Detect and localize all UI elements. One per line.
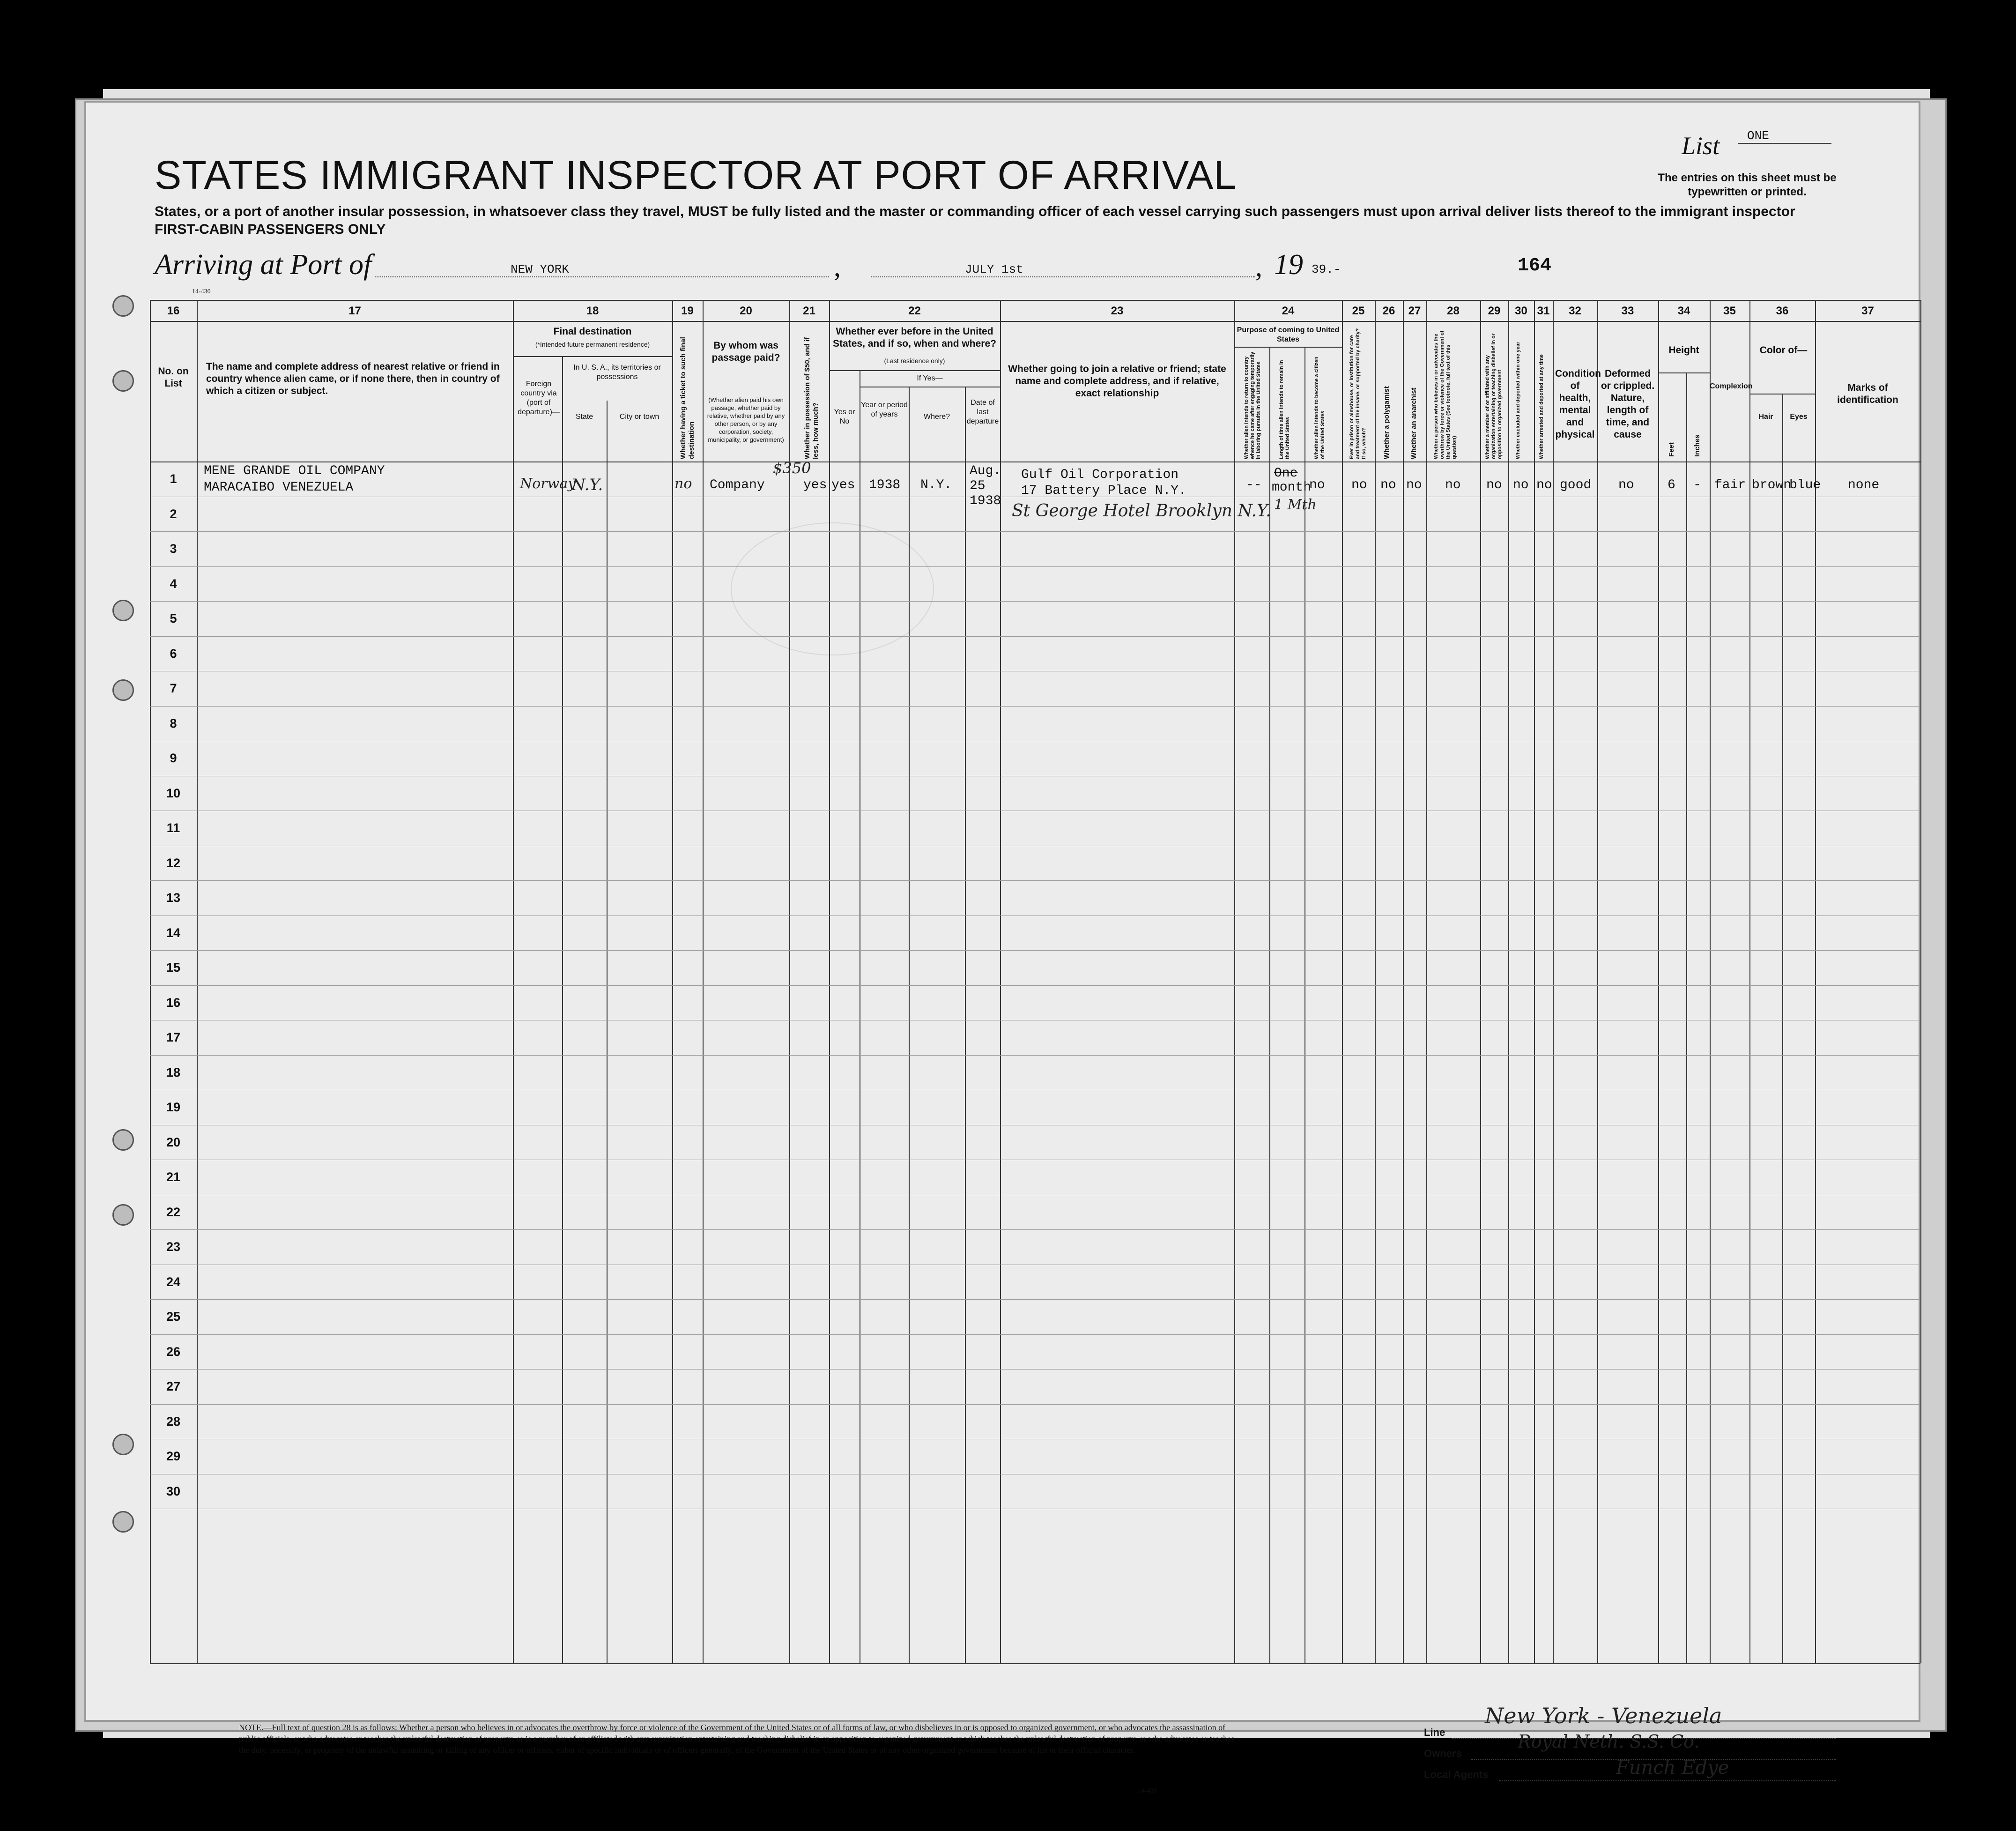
century-label: 19 [1274,249,1303,281]
date-field: JULY 1st [871,262,1255,277]
header-excluded: Whether excluded and deported within one year [1515,342,1521,459]
column-number: 36 [1776,305,1789,317]
arriving-label: Arriving at Port of [155,249,372,281]
col-border [197,300,198,1663]
header-bottom-border [150,461,1920,462]
header-departure-date: Date of last departure [966,399,999,425]
row-line [150,566,1920,567]
column-number: 25 [1352,305,1365,317]
foreign-country-entry: Norway [520,476,576,492]
join-line2: 17 Battery Place N.Y. [1021,484,1186,498]
row-number: 1 [170,472,177,486]
row-number: 14 [166,925,181,940]
header-marks: Marks of identification [1837,382,1898,405]
column-number-border [150,321,1920,322]
header-feet: Feet [1668,442,1675,457]
col-border [562,356,563,1663]
row-number: 12 [166,856,181,870]
row-number: 3 [170,542,177,556]
agents-label: Local Agents [1424,1769,1489,1780]
row-number: 17 [166,1030,181,1044]
feet-entry: 6 [1668,478,1675,492]
col-border [829,300,830,1663]
col-border [1534,300,1535,1663]
col-border [1658,300,1659,1663]
subheader-rule [829,370,1000,371]
row-line [150,531,1920,532]
column-number: 18 [586,305,599,317]
row-number: 26 [166,1344,181,1359]
agents-value: Funch Edye [1616,1757,1729,1779]
header-fifty-dollars: Whether in possession of $50, and if less, how much? [803,337,820,459]
col-border [965,387,966,1663]
row-number: 16 [166,995,181,1010]
col-border [1553,300,1554,1663]
header-yes-no: Yes or No [834,408,855,425]
footer-form-code: 14-430 [1138,1787,1157,1794]
row-number: 8 [170,716,177,730]
row-number: 15 [166,960,181,975]
column-number: 21 [803,305,815,317]
column-number: 35 [1723,305,1736,317]
header-no-on-list: No. on List [158,366,189,389]
punch-hole [112,1204,134,1226]
arrested-entry: no [1536,478,1552,492]
ticket-entry: no [674,476,692,492]
header-purpose-citizen: Whether alien intends to become a citizen of the United States [1314,357,1326,459]
owners-value: Royal Neth. S.S. Co. [1518,1731,1700,1752]
paid-by-entry: Company [710,478,765,492]
punch-hole [112,1129,134,1151]
money-yes-entry: yes [803,478,827,492]
punch-hole [112,679,134,701]
col-border [909,387,910,1663]
row-line [150,950,1920,951]
typewritten-notice: The entries on this sheet must be typewritten or printed. [1658,171,1837,198]
excluded-entry: no [1513,478,1529,492]
column-number: 23 [1111,305,1124,317]
prison-entry: no [1351,478,1367,492]
header-color: Color of— [1759,345,1808,356]
list-value: ONE [1738,129,1831,144]
row-line [150,880,1920,881]
col-border [1304,347,1305,1663]
header-deformed: Deformed or crippled. Nature, length of time, and cause [1601,368,1655,440]
header-ticket: Whether having a ticket to such final destination [679,337,696,459]
inches-entry: - [1693,478,1701,492]
column-number: 29 [1488,305,1501,317]
subheader-rule [1234,347,1342,348]
header-overthrow: Whether a person who believes in or advocates the overthrow by force or violence of the Government of the United States (See footnote, full text of this question) [1433,330,1457,459]
join-handwritten: St George Hotel Brooklyn N.Y. [1012,501,1271,521]
agents-field-rule [1499,1780,1836,1781]
header-organization: Whether a member of or affiliated with any organization entertaining or teaching disbelief in or opposition to organized government [1485,333,1503,459]
header-passage-paid: By whom was passage paid? [712,340,780,363]
header-passage-paid-note: (Whether alien paid his own passage, whether paid by relative, whether paid by any other person, or by any corporation, society, municipality, or government) [707,396,785,443]
col-border [1815,300,1816,1663]
departure-month: Aug. [970,464,1001,478]
row-line [150,1229,1920,1230]
column-number: 34 [1677,305,1690,317]
year-entry: 1938 [869,478,901,492]
row-line [150,706,1920,707]
manifest-sheet [84,101,1920,1794]
col-border [513,300,514,1663]
separator: , [834,251,841,282]
row-number: 11 [166,821,180,835]
separator: , [1255,251,1262,282]
row-number: 23 [166,1240,181,1254]
header-height: Height [1668,345,1699,356]
anarchist-entry: no [1406,478,1422,492]
row-number: 13 [166,891,181,905]
punch-hole [112,370,134,392]
column-number: 19 [681,305,694,317]
overthrow-entry: no [1445,478,1461,492]
header-relative: The name and complete address of nearest relative or friend in country whence alien came, or if none there, then in country of which a citizen or subject. [206,361,500,396]
column-number: 30 [1515,305,1527,317]
row-number: 29 [166,1449,181,1463]
row-line [150,985,1920,986]
polygamist-entry: no [1380,478,1396,492]
column-number: 28 [1447,305,1460,317]
header-final-destination: Final destination [553,326,632,337]
col-border [789,300,790,1663]
punch-hole [112,600,134,621]
col-border [1710,300,1711,1663]
row-line [150,1404,1920,1405]
row-number: 2 [170,506,177,521]
where-entry: N.Y. [920,478,952,492]
row-line [150,1055,1920,1056]
header-polygamist: Whether a polygamist [1383,386,1391,459]
row-line [150,1369,1920,1370]
column-number: 17 [348,305,361,317]
punch-hole [112,1434,134,1455]
line-value: New York - Venezuela [1485,1703,1722,1728]
eyes-entry: blue [1789,478,1821,492]
header-usa: In U. S. A., its territories or possessions [573,364,661,381]
purpose-citizen-entry: no [1309,478,1325,492]
row-number: 4 [170,576,177,591]
header-city: City or town [619,413,660,421]
header-before-us: Whether ever before in the United States, and if so, when and where? [833,326,996,349]
header-complexion: Complexion [1710,382,1753,390]
col-border [1375,300,1376,1663]
row-number: 10 [166,786,181,800]
column-number: 22 [908,305,921,317]
purpose-length-handwritten: 1 Mth [1274,497,1317,513]
col-border [1269,347,1270,1663]
page-subtitle: States, or a port of another insular possession, in whatsoever class they travel, MUST be fully listed and the master or commanding officer of each vessel carrying such passengers must upon arrival deliver lists thereof to the immigrant inspector [155,204,1795,219]
col-border [1597,300,1598,1663]
before-us-entry: yes [831,478,855,492]
col-border [1749,300,1750,1663]
row-line [150,1334,1920,1335]
relative-line1: MENE GRANDE OIL COMPANY [204,464,385,478]
row-number: 7 [170,681,177,695]
col-border [1342,300,1343,1663]
col-border [1508,300,1509,1663]
column-number: 37 [1861,305,1874,317]
page-title: STATES IMMIGRANT INSPECTOR AT PORT OF ARRIVAL [155,153,1237,198]
purpose-length-line2: month [1272,480,1312,495]
class-line: FIRST-CABIN PASSENGERS ONLY [155,222,386,237]
hair-entry: brown [1752,478,1792,492]
column-number: 27 [1408,305,1421,317]
header-year: Year or period of years [861,401,908,418]
header-foreign-country: Foreign country via (port of departure)— [518,380,560,416]
header-where: Where? [923,413,950,421]
join-line1: Gulf Oil Corporation [1021,468,1179,482]
row-number: 21 [166,1170,181,1184]
col-border [1403,300,1404,1663]
column-number: 31 [1537,305,1550,317]
row-number: 6 [170,646,177,661]
form-code: 14-430 [192,288,211,295]
row-number: 5 [170,611,177,625]
col-border [1782,394,1783,1663]
line-label: Line [1424,1727,1445,1738]
table-bottom-border [150,1663,1920,1664]
marks-entry: none [1848,478,1880,492]
money-entry: $350 [773,459,811,477]
header-health: Condition of health, mental and physical [1555,368,1601,440]
table-top-border [150,300,1920,301]
header-before-us-note: (Last residence only) [884,357,945,365]
col-border [703,300,704,1663]
header-arrested: Whether arrested and deported at any time [1539,354,1544,459]
complexion-entry: fair [1714,478,1746,492]
header-eyes: Eyes [1790,413,1808,421]
header-join-relative: Whether going to join a relative or friend; state name and complete address, and if relative, exact relationship [1008,364,1226,399]
column-number: 24 [1282,305,1295,317]
passenger-table [150,300,1920,1663]
row-number: 28 [166,1414,181,1429]
footnote-question-28: NOTE.—Full text of question 28 is as follows: Whether a person who believes in or advocates the overthrow by force or violence of the Government of the United States or of all forms of law, or who disbelieves in or is opposed to organized government, or who advocates the assassination of public officials, or who advocates or teaches the unlawful destruction of property, or is a member of or affiliated with any organization entertaining and teaching disbelief in or opposition to organized government or which teaches the unlawful destruction of property, or who advocates or teaches the duty, necessity, or propriety of the unlawful assaulting or killing of any officer or officers, either of specific individuals or of officers generally, of the Government of the United States or of any other organized government because of his or their official character. [239,1723,1235,1755]
header-prison: Ever in prison or almshouse, or institution for care and treatment of the insane, or supported by charity? If so, which? [1349,328,1367,459]
header-hair: Hair [1758,413,1773,421]
row-number: 27 [166,1379,181,1393]
row-number: 22 [166,1205,181,1219]
col-border [1480,300,1481,1663]
header-purpose-return: Whether alien intends to return to country whence he came after engaging temporarily in laboring pursuits in the United States [1244,351,1261,459]
header-if-yes: If Yes— [917,374,943,382]
port-field: NEW YORK [375,262,829,277]
relative-line2: MARACAIBO VENEZUELA [204,480,354,495]
list-label: List [1682,132,1720,160]
punch-hole [112,1511,134,1533]
row-number: 20 [166,1135,181,1149]
departure-year: 1938 [970,494,1001,508]
row-number: 18 [166,1065,181,1079]
header-inches: Inches [1693,434,1701,457]
row-number: 19 [166,1100,181,1114]
column-number: 20 [740,305,752,317]
col-border [1426,300,1427,1663]
row-line [150,601,1920,602]
year-field: 39.- [1312,262,1341,276]
punch-hole [112,295,134,317]
header-final-destination-note: (*Intended future permanent residence) [535,341,650,348]
purpose-return-entry: -- [1246,478,1262,492]
column-number: 26 [1382,305,1395,317]
row-number: 9 [170,751,177,765]
header-purpose-length: Length of time alien intends to remain in the United States [1279,360,1290,459]
organization-entry: no [1486,478,1502,492]
deformed-entry: no [1618,478,1634,492]
owners-label: Owners [1424,1748,1462,1759]
header-state: State [575,413,593,421]
column-number: 33 [1621,305,1634,317]
header-purpose: Purpose of coming to United States [1237,326,1340,343]
sheet-number: 164 [1518,255,1552,276]
departure-day: 25 [970,479,986,493]
row-number: 25 [166,1310,181,1324]
row-number: 30 [166,1484,181,1498]
row-line [150,1299,1920,1300]
column-number: 32 [1569,305,1581,317]
row-line [150,636,1920,637]
purpose-length-line1: One [1274,466,1298,481]
header-anarchist: Whether an anarchist [1410,387,1418,459]
state-entry: N.Y. [571,476,603,494]
col-border [1920,300,1921,1663]
col-border [672,300,673,1663]
subheader-rule [513,356,672,357]
subheader-rule [1658,372,1710,373]
health-entry: good [1560,478,1592,492]
row-number: 24 [166,1274,181,1289]
column-number: 16 [167,305,180,317]
